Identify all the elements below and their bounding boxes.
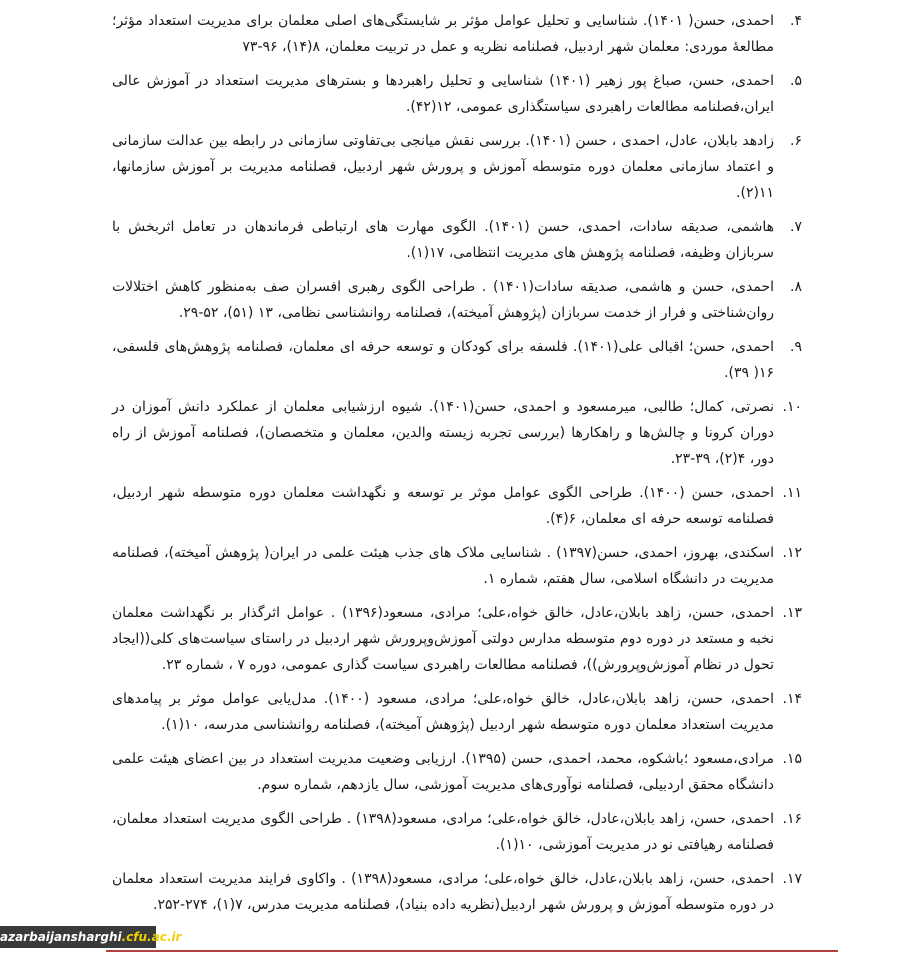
reference-item — [112, 8, 802, 60]
reference-item — [112, 68, 802, 120]
reference-text: احمدی، حسن، زاهد بابلان،عادل، خالق خواه،علی؛ مرادی، مسعود (۱۴۰۰). مدل‌یابی عوامل موثر بر پیامدهای مدیریت استعداد معلمان دوره متوسطه شهر اردبیل (پژوهش آمیخته)، فصلنامه روانشناسی مدرسه، ۱۰(۱). — [112, 691, 774, 733]
watermark-suffix: .cfu.ac.ir — [121, 930, 182, 944]
reference-item — [112, 480, 802, 532]
reference-item — [112, 806, 802, 858]
reference-number: ۶. — [790, 133, 802, 149]
reference-item — [112, 128, 802, 206]
reference-text: نصرتی، کمال؛ طالبی، میرمسعود و احمدی، حسن(۱۴۰۱). شیوه ارزشیابی معلمان از عملکرد دانش آموزان در دوران کرونا و چالش‌ها و راهکارها (بررسی تجربه زیسته والدین، معلمان و متخصصان)، فصلنامه آموزش از راه دور، ۴(۲)، ۳۹-۲۳. — [112, 399, 774, 467]
reference-item — [112, 686, 802, 738]
reference-text: احمدی، حسن؛ اقبالی علی(۱۴۰۱). فلسفه برای کودکان و توسعه حرفه ای معلمان، فصلنامه پژوهش‌های فلسفی، ۱۶( ۳۹). — [112, 339, 774, 381]
reference-item — [112, 214, 802, 266]
reference-number: ۹. — [790, 339, 802, 355]
site-watermark — [0, 926, 182, 948]
reference-text: احمدی، حسن( ۱۴۰۱). شناسایی و تحلیل عوامل مؤثر بر شایستگی‌های اصلی معلمان برای مدیریت استعداد مؤثر؛ مطالعهٔ موردی: معلمان شهر اردبیل، فصلنامه نظریه و عمل در تربیت معلمان، ۸(۱۴)، ۹۶-۷۳ — [112, 13, 774, 55]
reference-text: احمدی، حسن، زاهد بابلان،عادل، خالق خواه،علی؛ مرادی، مسعود(۱۳۹۶) . عوامل اثرگذار بر نگهداشت معلمان نخبه و مستعد در دوره دوم متوسطه مدارس دولتی آموزش‌وپرورش شهر اردبیل در راستای سیاست‌های کلی((ایجاد تحول در نظام آموزش‌وپرورش))، فصلنامه مطالعات راهبردی سیاست گذاری عمومی، دوره ۷ ، شماره ۲۳. — [112, 605, 774, 673]
reference-number: ۱۷. — [782, 871, 802, 887]
reference-number: ۱۴. — [782, 691, 802, 707]
page-footer — [0, 926, 900, 956]
footer-divider — [106, 950, 838, 952]
reference-number: ۱۶. — [782, 811, 802, 827]
reference-number: ۸. — [790, 279, 802, 295]
reference-text: احمدی، حسن، زاهد بابلان،عادل، خالق خواه،علی؛ مرادی، مسعود(۱۳۹۸) . واکاوی فرایند مدیریت استعداد معلمان در دوره متوسطه آموزش و پرورش شهر اردبیل(نظریه داده بنیاد)، فصلنامه مدیریت مدرس، ۷(۱)، ۲۷۴-۲۵۲. — [112, 871, 774, 913]
watermark-domain: azarbaijansharghi — [0, 930, 122, 944]
reference-number: ۵. — [790, 73, 802, 89]
reference-item — [112, 334, 802, 386]
reference-number: ۱۵. — [782, 751, 802, 767]
reference-number: ۷. — [790, 219, 802, 235]
reference-number: ۴. — [790, 13, 802, 29]
reference-item — [112, 746, 802, 798]
reference-number: ۱۰. — [782, 399, 802, 415]
reference-text: احمدی، حسن، صباغ پور زهیر (۱۴۰۱) شناسایی و تحلیل راهبردها و بسترهای مدیریت استعداد در آموزش عالی ایران،فصلنامه مطالعات راهبردی سیاستگذاری عمومی، ۱۲(۴۲). — [112, 73, 774, 115]
reference-number: ۱۱. — [782, 485, 802, 501]
reference-item — [112, 600, 802, 678]
reference-text: هاشمی، صدیقه سادات، احمدی، حسن (۱۴۰۱). الگوی مهارت های ارتباطی فرماندهان در تعامل اثربخش با سربازان وظیفه، فصلنامه پژوهش های مدیریت انتظامی، ۱۷(۱). — [112, 219, 774, 261]
reference-item — [112, 394, 802, 472]
reference-item — [112, 540, 802, 592]
reference-text: احمدی، حسن، زاهد بابلان،عادل، خالق خواه،علی؛ مرادی، مسعود(۱۳۹۸) . طراحی الگوی مدیریت استعداد معلمان، فصلنامه رهیافتی نو در مدیریت آموزشی، ۱۰(۱). — [112, 811, 774, 853]
reference-text: زادهد بابلان، عادل، احمدی ، حسن (۱۴۰۱). بررسی نقش میانجی بی‌تفاوتی سازمانی در رابطه بین عدالت سازمانی و اعتماد سازمانی معلمان دوره متوسطه آموزش و پرورش شهر اردبیل، فصلنامه مدیریت بر آموزش سازمانها، ۱۱(۲). — [112, 133, 774, 201]
reference-text: احمدی، حسن (۱۴۰۰). طراحی الگوی عوامل موثر بر توسعه و نگهداشت معلمان دوره متوسطه شهر اردبیل، فصلنامه توسعه حرفه ای معلمان، ۶(۴). — [112, 485, 774, 527]
reference-number: ۱۳. — [782, 605, 802, 621]
reference-item — [112, 274, 802, 326]
reference-text: اسکندی، بهروز، احمدی، حسن(۱۳۹۷) . شناسایی ملاک های جذب هیئت علمی در ایران( پژوهش آمیخته)، فصلنامه مدیریت در دانشگاه اسلامی، سال هفتم، شماره ۱. — [112, 545, 774, 587]
reference-item — [112, 866, 802, 918]
reference-text: احمدی، حسن و هاشمی، صدیقه سادات(۱۴۰۱) . طراحی الگوی رهبری افسران صف به‌منظور کاهش اختلالات روان‌شناختی و فرار از خدمت سربازان (پژوهش آمیخته)، فصلنامه روانشناسی نظامی، ۱۳ (۵۱)، ۵۲-۲۹. — [112, 279, 774, 321]
reference-number: ۱۲. — [782, 545, 802, 561]
reference-text: مرادی،مسعود ؛باشکوه، محمد، احمدی، حسن (۱۳۹۵). ارزیابی وضعیت مدیریت استعداد در بین اعضای هیئت علمی دانشگاه محقق اردبیلی، فصلنامه نوآوری‌های مدیریت آموزشی، سال یازدهم، شماره سوم. — [112, 751, 775, 793]
